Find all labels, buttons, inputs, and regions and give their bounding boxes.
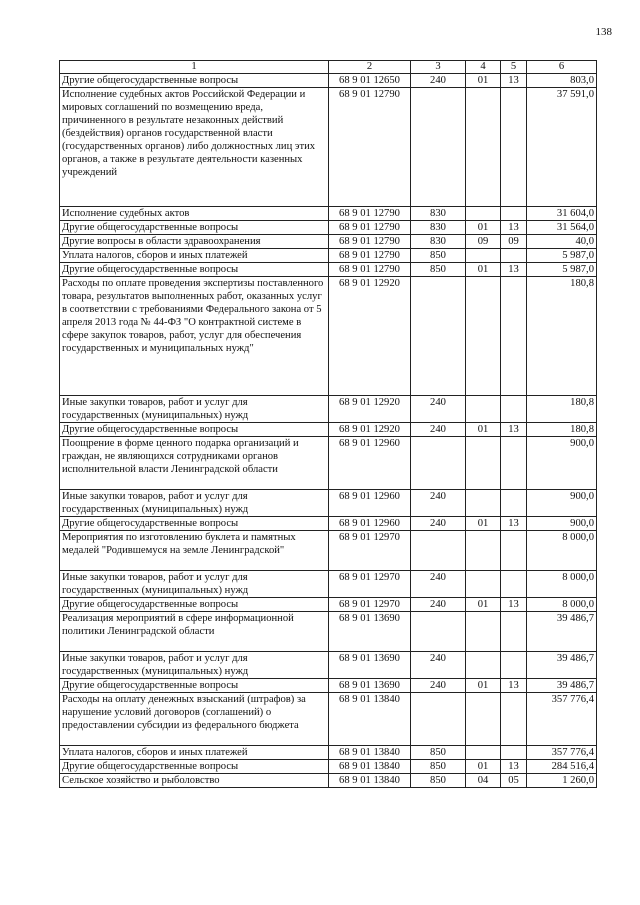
row-amount: 803,0: [527, 74, 597, 88]
row-expense-type: 850: [411, 263, 466, 277]
table-row: [60, 263, 597, 277]
table-row: [60, 612, 597, 652]
row-amount: 180,8: [527, 396, 597, 423]
row-expense-type: [411, 612, 466, 652]
row-section: 09: [466, 235, 501, 249]
row-section: [466, 571, 501, 598]
row-subsection: [501, 396, 527, 423]
row-name: Другие общегосударственные вопросы: [60, 679, 329, 693]
row-section: [466, 396, 501, 423]
row-code: 68 9 01 13840: [329, 693, 411, 746]
row-section: 01: [466, 221, 501, 235]
row-name: Иные закупки товаров, работ и услуг для государственных (муниципальных) нужд: [60, 652, 329, 679]
row-name: Расходы на оплату денежных взысканий (штрафов) за нарушение условий договоров (соглашений) о предоставлении субсидии из федерального бюджета: [60, 693, 329, 746]
row-subsection: [501, 652, 527, 679]
row-expense-type: 240: [411, 517, 466, 531]
table-row: [60, 760, 597, 774]
row-name: Уплата налогов, сборов и иных платежей: [60, 249, 329, 263]
row-expense-type: 240: [411, 74, 466, 88]
row-amount: 39 486,7: [527, 612, 597, 652]
row-amount: 180,8: [527, 423, 597, 437]
row-subsection: 13: [501, 263, 527, 277]
row-expense-type: 850: [411, 249, 466, 263]
table-row: [60, 277, 597, 396]
row-expense-type: 850: [411, 774, 466, 788]
table-row: [60, 517, 597, 531]
row-expense-type: [411, 88, 466, 207]
row-name: Другие общегосударственные вопросы: [60, 221, 329, 235]
row-subsection: [501, 693, 527, 746]
row-expense-type: 830: [411, 235, 466, 249]
row-section: [466, 249, 501, 263]
row-expense-type: [411, 277, 466, 396]
table-row: [60, 396, 597, 423]
row-expense-type: 240: [411, 679, 466, 693]
budget-table: [59, 60, 597, 788]
row-subsection: 13: [501, 423, 527, 437]
table-row: [60, 74, 597, 88]
row-subsection: [501, 490, 527, 517]
row-amount: 900,0: [527, 517, 597, 531]
row-amount: 900,0: [527, 437, 597, 490]
row-code: 68 9 01 12790: [329, 249, 411, 263]
row-section: [466, 746, 501, 760]
row-code: 68 9 01 13840: [329, 760, 411, 774]
header-cell: 3: [411, 61, 466, 74]
row-name: Другие общегосударственные вопросы: [60, 598, 329, 612]
header-cell: 1: [60, 61, 329, 74]
row-name: Другие общегосударственные вопросы: [60, 517, 329, 531]
row-section: 01: [466, 760, 501, 774]
row-expense-type: 830: [411, 207, 466, 221]
row-name: Другие общегосударственные вопросы: [60, 74, 329, 88]
row-subsection: 05: [501, 774, 527, 788]
row-section: 01: [466, 679, 501, 693]
table-row: [60, 693, 597, 746]
table-row: [60, 531, 597, 571]
row-code: 68 9 01 12790: [329, 207, 411, 221]
row-amount: 31 604,0: [527, 207, 597, 221]
row-amount: 180,8: [527, 277, 597, 396]
header-cell: 2: [329, 61, 411, 74]
row-code: 68 9 01 12970: [329, 598, 411, 612]
row-expense-type: 240: [411, 598, 466, 612]
row-name: Другие общегосударственные вопросы: [60, 263, 329, 277]
table-row: [60, 437, 597, 490]
row-code: 68 9 01 12920: [329, 396, 411, 423]
table-row: [60, 207, 597, 221]
row-amount: 40,0: [527, 235, 597, 249]
row-name: Другие вопросы в области здравоохранения: [60, 235, 329, 249]
row-code: 68 9 01 12790: [329, 221, 411, 235]
header-row: [60, 61, 597, 74]
row-amount: 8 000,0: [527, 531, 597, 571]
table-row: [60, 88, 597, 207]
row-amount: 284 516,4: [527, 760, 597, 774]
row-code: 68 9 01 13840: [329, 746, 411, 760]
row-expense-type: 240: [411, 396, 466, 423]
row-name: Иные закупки товаров, работ и услуг для государственных (муниципальных) нужд: [60, 571, 329, 598]
row-name: Мероприятия по изготовлению буклета и памятных медалей "Родившемуся на земле Ленинградской": [60, 531, 329, 571]
row-code: 68 9 01 12960: [329, 490, 411, 517]
row-expense-type: 240: [411, 490, 466, 517]
row-name: Уплата налогов, сборов и иных платежей: [60, 746, 329, 760]
table-row: [60, 679, 597, 693]
row-section: [466, 652, 501, 679]
row-section: [466, 693, 501, 746]
row-subsection: 13: [501, 517, 527, 531]
row-subsection: [501, 437, 527, 490]
row-section: [466, 207, 501, 221]
row-code: 68 9 01 12920: [329, 277, 411, 396]
row-amount: 8 000,0: [527, 571, 597, 598]
row-section: 01: [466, 74, 501, 88]
row-subsection: 13: [501, 221, 527, 235]
row-subsection: [501, 249, 527, 263]
table-row: [60, 652, 597, 679]
row-amount: 5 987,0: [527, 249, 597, 263]
row-amount: 39 486,7: [527, 679, 597, 693]
row-code: 68 9 01 12920: [329, 423, 411, 437]
row-code: 68 9 01 13690: [329, 679, 411, 693]
table-row: [60, 249, 597, 263]
header-cell: 4: [466, 61, 501, 74]
row-expense-type: [411, 693, 466, 746]
row-section: [466, 490, 501, 517]
table-row: [60, 235, 597, 249]
row-subsection: [501, 612, 527, 652]
row-expense-type: 240: [411, 652, 466, 679]
row-amount: 5 987,0: [527, 263, 597, 277]
row-subsection: [501, 277, 527, 396]
row-section: 01: [466, 517, 501, 531]
row-subsection: [501, 571, 527, 598]
row-amount: 357 776,4: [527, 693, 597, 746]
row-expense-type: 240: [411, 423, 466, 437]
row-code: 68 9 01 13690: [329, 612, 411, 652]
row-code: 68 9 01 12960: [329, 437, 411, 490]
row-subsection: 13: [501, 598, 527, 612]
row-subsection: 13: [501, 74, 527, 88]
table-row: [60, 746, 597, 760]
row-amount: 37 591,0: [527, 88, 597, 207]
row-code: 68 9 01 13840: [329, 774, 411, 788]
row-subsection: 13: [501, 679, 527, 693]
row-code: 68 9 01 12650: [329, 74, 411, 88]
header-cell: 5: [501, 61, 527, 74]
row-code: 68 9 01 12970: [329, 531, 411, 571]
row-amount: 1 260,0: [527, 774, 597, 788]
table-row: [60, 598, 597, 612]
row-section: 01: [466, 263, 501, 277]
row-code: 68 9 01 12790: [329, 88, 411, 207]
row-code: 68 9 01 12960: [329, 517, 411, 531]
row-amount: 8 000,0: [527, 598, 597, 612]
row-subsection: [501, 531, 527, 571]
row-section: [466, 277, 501, 396]
row-name: Расходы по оплате проведения экспертизы поставленного товара, результатов выполненных работ, оказанных услуг в соответствии с требованиями Федерального закона от 5 апреля 2013 года № 44-ФЗ "О контрактной системе в сфере закупок товаров, работ, услуг для обеспечения государственных и муниципальных нужд": [60, 277, 329, 396]
row-name: Иные закупки товаров, работ и услуг для государственных (муниципальных) нужд: [60, 396, 329, 423]
row-name: Исполнение судебных актов: [60, 207, 329, 221]
row-subsection: 13: [501, 760, 527, 774]
row-subsection: [501, 746, 527, 760]
row-expense-type: 850: [411, 760, 466, 774]
row-name: Другие общегосударственные вопросы: [60, 423, 329, 437]
row-subsection: [501, 88, 527, 207]
row-code: 68 9 01 12790: [329, 235, 411, 249]
row-name: Иные закупки товаров, работ и услуг для государственных (муниципальных) нужд: [60, 490, 329, 517]
page-number: 138: [595, 26, 612, 38]
row-expense-type: [411, 531, 466, 571]
table-row: [60, 774, 597, 788]
row-amount: 31 564,0: [527, 221, 597, 235]
header-cell: 6: [527, 61, 597, 74]
row-section: [466, 612, 501, 652]
row-amount: 900,0: [527, 490, 597, 517]
row-code: 68 9 01 13690: [329, 652, 411, 679]
table-row: [60, 423, 597, 437]
row-code: 68 9 01 12790: [329, 263, 411, 277]
row-code: 68 9 01 12970: [329, 571, 411, 598]
row-section: [466, 88, 501, 207]
row-name: Сельское хозяйство и рыболовство: [60, 774, 329, 788]
table-row: [60, 571, 597, 598]
row-section: [466, 531, 501, 571]
row-name: Исполнение судебных актов Российской Федерации и мировых соглашений по возмещению вреда, причиненного в результате незаконных действий (бездействия) органов государственной власти (государственных органов) либо должностных лиц этих органов, а также в результате деятельности казенных учреждений: [60, 88, 329, 207]
row-section: 01: [466, 423, 501, 437]
row-section: 04: [466, 774, 501, 788]
row-name: Другие общегосударственные вопросы: [60, 760, 329, 774]
row-section: [466, 437, 501, 490]
row-subsection: [501, 207, 527, 221]
table-row: [60, 221, 597, 235]
row-section: 01: [466, 598, 501, 612]
row-expense-type: 830: [411, 221, 466, 235]
row-subsection: 09: [501, 235, 527, 249]
row-expense-type: [411, 437, 466, 490]
row-name: Поощрение в форме ценного подарка организаций и граждан, не являющихся сотрудниками органов исполнительной власти Ленинградской области: [60, 437, 329, 490]
table-row: [60, 490, 597, 517]
row-amount: 357 776,4: [527, 746, 597, 760]
row-amount: 39 486,7: [527, 652, 597, 679]
row-expense-type: 240: [411, 571, 466, 598]
row-name: Реализация мероприятий в сфере информационной политики Ленинградской области: [60, 612, 329, 652]
row-expense-type: 850: [411, 746, 466, 760]
